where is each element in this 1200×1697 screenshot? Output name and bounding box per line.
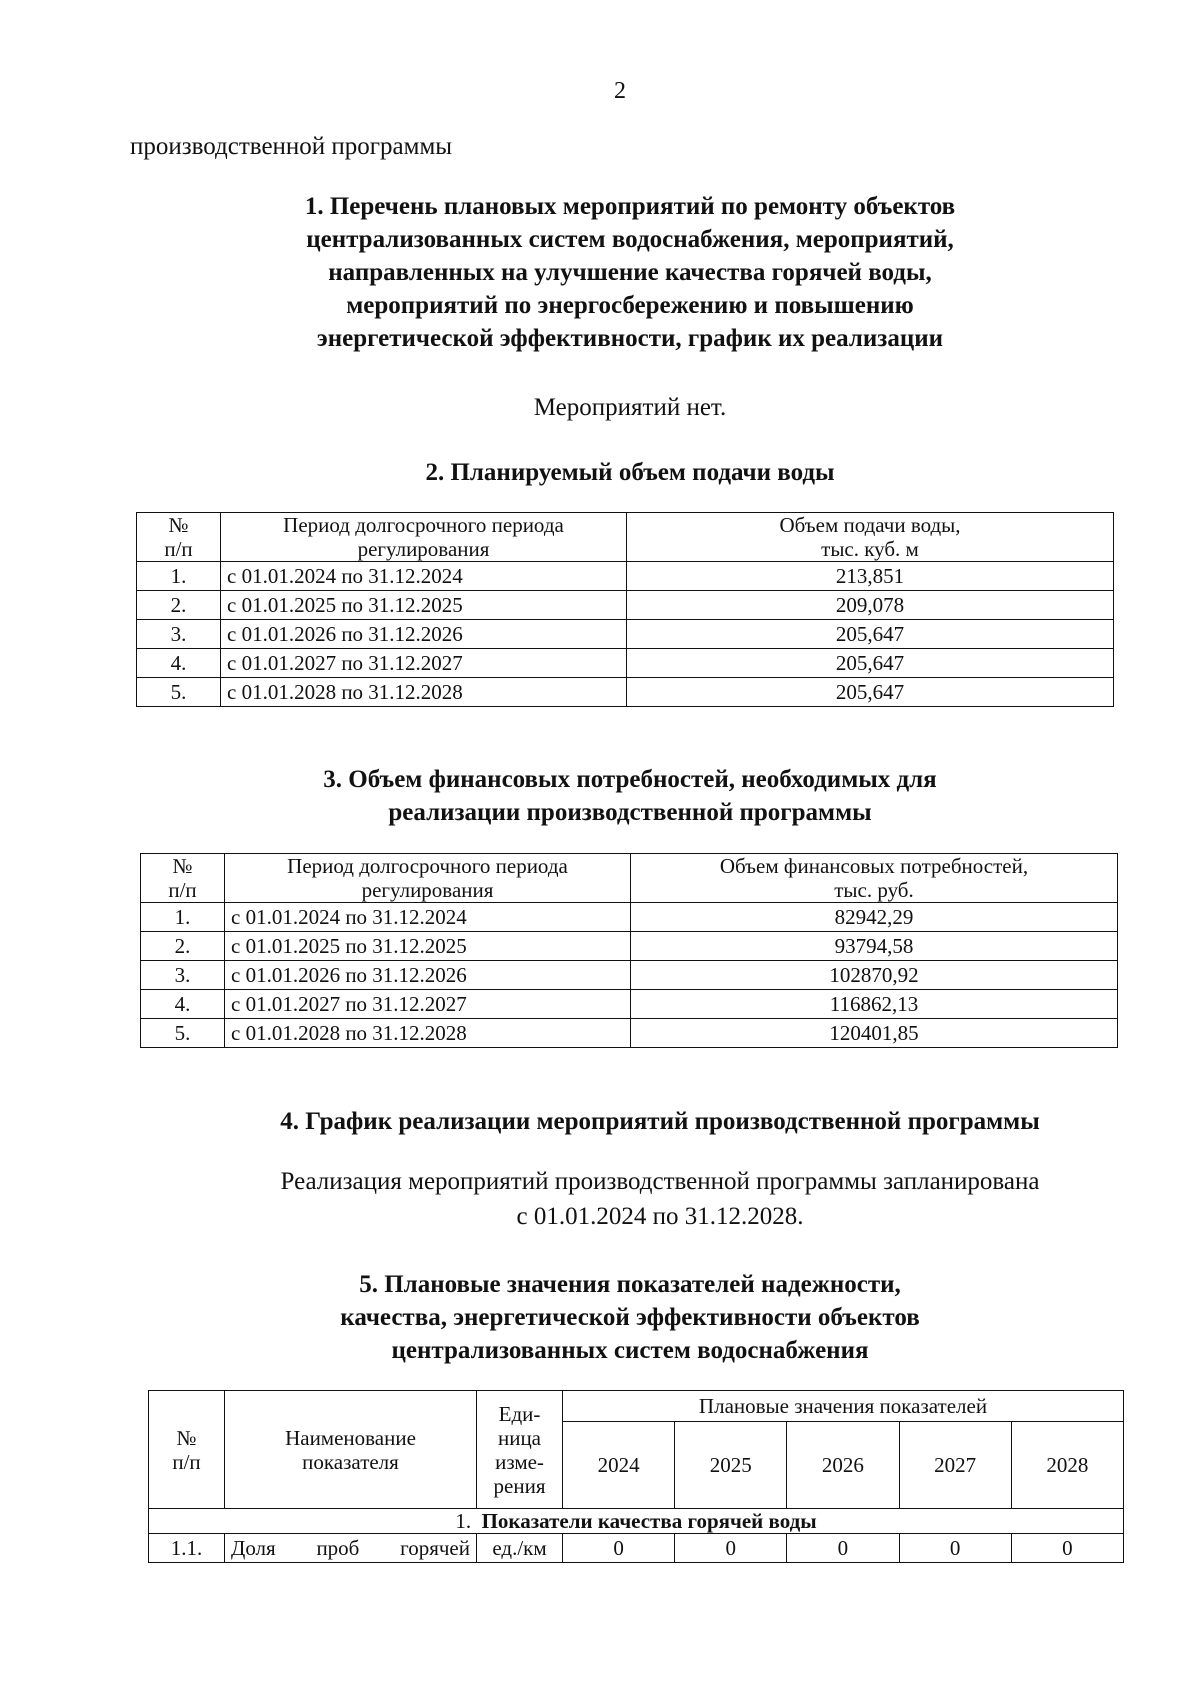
row-value-2025: 0 <box>675 1534 787 1563</box>
column-header-unit: Еди- ница изме- рения <box>477 1391 563 1509</box>
row-number: 5. <box>141 1019 225 1048</box>
section1-heading-line: направленных на улучшение качества горячей воды, <box>328 259 932 286</box>
section5-heading <box>180 1268 1080 1367</box>
row-value: 205,647 <box>627 678 1114 707</box>
indicator-name-word: проб <box>316 1536 360 1560</box>
column-header-period: Период долгосрочного периода регулирования <box>225 854 631 903</box>
section4-heading: 4. График реализации мероприятий производственной программы <box>280 1108 1040 1135</box>
row-unit: ед./км <box>477 1534 563 1563</box>
group-title-text: Показатели качества горячей воды <box>481 1509 817 1533</box>
financial-needs-table <box>140 853 1118 1048</box>
table-row <box>141 961 1118 990</box>
table-row <box>137 620 1114 649</box>
indicator-name-word: Доля <box>231 1536 276 1560</box>
section1-heading <box>180 190 1080 355</box>
row-number: 2. <box>137 591 221 620</box>
row-period: с 01.01.2025 по 31.12.2025 <box>221 591 627 620</box>
row-period: с 01.01.2027 по 31.12.2027 <box>221 649 627 678</box>
row-number: 5. <box>137 678 221 707</box>
column-header-year: 2027 <box>899 1422 1011 1509</box>
column-header-year: 2028 <box>1011 1422 1123 1509</box>
table-row <box>141 1019 1118 1048</box>
row-number: 1. <box>141 903 225 932</box>
section3-heading-line: реализации производственной программы <box>388 799 872 826</box>
row-value: 116862,13 <box>631 990 1118 1019</box>
table-row <box>137 678 1114 707</box>
table-row <box>137 562 1114 591</box>
table-row <box>149 1534 1124 1563</box>
table-row <box>137 649 1114 678</box>
group-title <box>149 1509 1124 1534</box>
indicator-name-word: горячей <box>400 1536 470 1560</box>
table-header-row <box>141 854 1118 903</box>
indicators-table <box>148 1390 1124 1563</box>
section5-heading-line: качества, энергетической эффективности объектов <box>340 1304 920 1331</box>
table-row <box>141 932 1118 961</box>
section1-heading-line: 1. Перечень плановых мероприятий по ремонту объектов <box>304 193 956 220</box>
supply-volume-table <box>136 512 1114 707</box>
row-value-2028: 0 <box>1011 1534 1123 1563</box>
section3-heading <box>180 763 1080 829</box>
section1-heading-line: энергетической эффективности, график их реализации <box>316 325 944 352</box>
row-period: с 01.01.2028 по 31.12.2028 <box>221 678 627 707</box>
table-header-row <box>137 513 1114 562</box>
section1-heading-line: мероприятий по энергосбережению и повышению <box>346 292 914 319</box>
column-header-year: 2026 <box>787 1422 899 1509</box>
column-header-planned-values: Плановые значения показателей <box>563 1391 1124 1422</box>
row-number: 2. <box>141 932 225 961</box>
row-value-2027: 0 <box>899 1534 1011 1563</box>
row-period: с 01.01.2028 по 31.12.2028 <box>225 1019 631 1048</box>
column-header-number: № п/п <box>149 1391 225 1509</box>
row-period: с 01.01.2026 по 31.12.2026 <box>225 961 631 990</box>
column-header-finance: Объем финансовых потребностей, тыс. руб. <box>631 854 1118 903</box>
table-group-row <box>149 1509 1124 1534</box>
row-number: 4. <box>137 649 221 678</box>
row-period: с 01.01.2026 по 31.12.2026 <box>221 620 627 649</box>
row-number: 3. <box>137 620 221 649</box>
row-number: 3. <box>141 961 225 990</box>
section3-heading-line: 3. Объем финансовых потребностей, необходимых для <box>323 766 937 793</box>
column-header-number: № п/п <box>141 854 225 903</box>
row-value: 205,647 <box>627 649 1114 678</box>
row-period: с 01.01.2025 по 31.12.2025 <box>225 932 631 961</box>
table-row <box>137 591 1114 620</box>
section4-text-line: с 01.01.2024 по 31.12.2028. <box>516 1203 804 1230</box>
row-period: с 01.01.2024 по 31.12.2024 <box>221 562 627 591</box>
column-header-indicator-name: Наименование показателя <box>225 1391 477 1509</box>
row-value: 205,647 <box>627 620 1114 649</box>
page-number: 2 <box>614 78 626 104</box>
section2-heading: 2. Планируемый объем подачи воды <box>425 459 835 486</box>
table-row <box>141 990 1118 1019</box>
column-header-period: Период долгосрочного периода регулирования <box>221 513 627 562</box>
column-header-year: 2025 <box>675 1422 787 1509</box>
row-value: 93794,58 <box>631 932 1118 961</box>
row-value: 209,078 <box>627 591 1114 620</box>
section4-text <box>170 1164 1150 1234</box>
row-value: 213,851 <box>627 562 1114 591</box>
row-number: 1. <box>137 562 221 591</box>
row-period: с 01.01.2027 по 31.12.2027 <box>225 990 631 1019</box>
section5-heading-line: централизованных систем водоснабжения <box>391 1337 869 1364</box>
continuation-text: производственной программы <box>130 133 453 160</box>
row-value: 120401,85 <box>631 1019 1118 1048</box>
row-period: с 01.01.2024 по 31.12.2024 <box>225 903 631 932</box>
table-header-row <box>149 1391 1124 1422</box>
row-value: 102870,92 <box>631 961 1118 990</box>
row-indicator-name <box>225 1534 477 1563</box>
section1-heading-line: централизованных систем водоснабжения, мероприятий, <box>306 226 954 253</box>
row-value-2024: 0 <box>563 1534 675 1563</box>
group-number: 1. <box>455 1509 472 1533</box>
column-header-volume: Объем подачи воды, тыс. куб. м <box>627 513 1114 562</box>
section1-text: Мероприятий нет. <box>533 394 727 421</box>
table-row <box>141 903 1118 932</box>
row-value: 82942,29 <box>631 903 1118 932</box>
column-header-number: № п/п <box>137 513 221 562</box>
column-header-year: 2024 <box>563 1422 675 1509</box>
section5-heading-line: 5. Плановые значения показателей надежности, <box>359 1271 901 1298</box>
row-number: 1.1. <box>149 1534 225 1563</box>
row-number: 4. <box>141 990 225 1019</box>
row-value-2026: 0 <box>787 1534 899 1563</box>
section4-text-line: Реализация мероприятий производственной программы запланирована <box>280 1168 1040 1195</box>
